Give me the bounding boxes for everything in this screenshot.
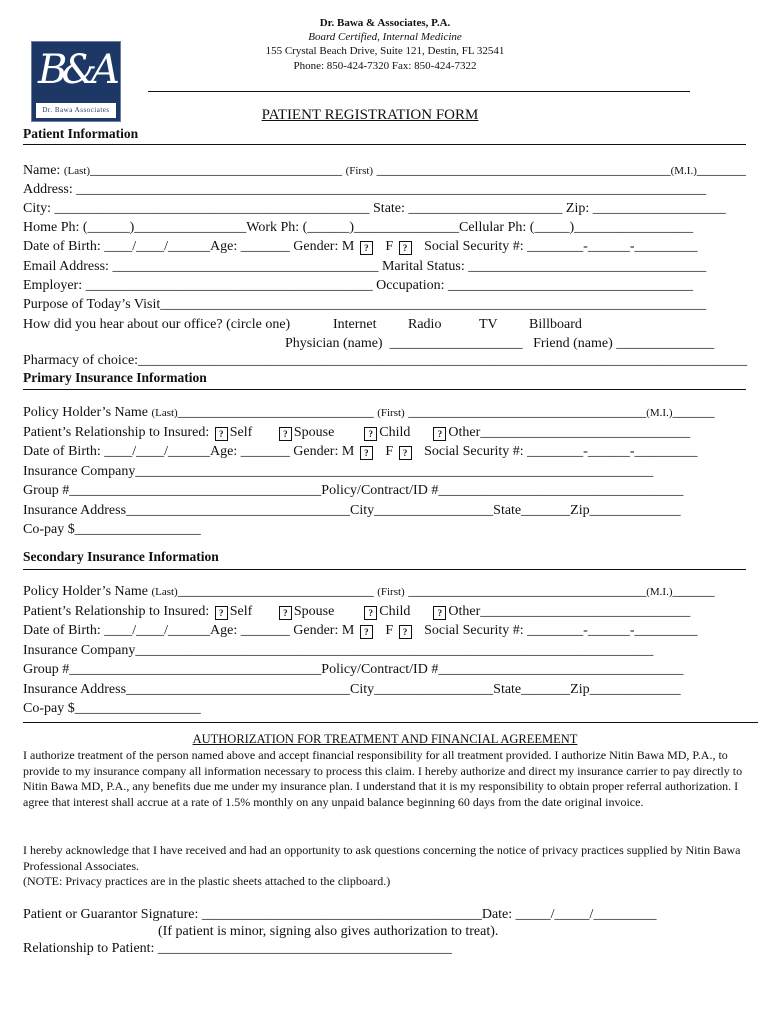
section-divider (23, 569, 746, 570)
primary-holder-row[interactable]: Policy Holder’s Name (Last)____________________________ (First) __________________________________(M.I.)______ (23, 405, 715, 420)
signature-row[interactable]: Patient or Guarantor Signature: ________________________________________Date: _____/_____/_________ (23, 907, 657, 922)
secondary-child-checkbox[interactable]: ? (364, 606, 377, 620)
referral-option-internet[interactable]: Internet (333, 317, 377, 332)
section-secondary-insurance: Secondary Insurance Information (23, 549, 219, 564)
header-divider (148, 91, 690, 92)
practice-phone-fax: Phone: 850-424-7320 Fax: 850-424-7322 (293, 60, 477, 72)
patient-employer-row[interactable]: Employer: _________________________________________ Occupation: ___________________________________ (23, 278, 694, 293)
patient-purpose-row[interactable]: Purpose of Today’s Visit______________________________________________________________________________ (23, 297, 707, 312)
referral-option-physician[interactable]: Physician (name) ___________________ Friend (name) ______________ (285, 336, 715, 351)
secondary-company-row[interactable]: Insurance Company__________________________________________________________________________ (23, 643, 654, 658)
secondary-other-checkbox[interactable]: ? (433, 606, 446, 620)
referral-option-radio[interactable]: Radio (408, 317, 442, 332)
secondary-gender-m-checkbox[interactable]: ? (360, 625, 373, 639)
patient-city-row[interactable]: City: _____________________________________________ State: ______________________ Zip: ___________________ (23, 201, 726, 216)
relationship-row[interactable]: Relationship to Patient: __________________________________________ (23, 941, 452, 956)
patient-pharmacy-row[interactable]: Pharmacy of choice:_______________________________________________________________________________________ (23, 353, 748, 368)
authorization-paragraph: I authorize treatment of the person named above and accept financial responsibility for all treatment provided. I authorize Nitin Bawa MD, P.A., to provide to my insurance company all information necessary to process this claim. I hereby authorize and direct my insurance carrier to pay directly to Nitin Bawa MD, P.A., any benefits due me under my insurance plan. I understand that it is my responsibility to obtain proper referral authorization. I agree that interest shall accrue at a rate of 1.5% monthly on any unpaid balance beginning 60 days from the date original invoice. (23, 748, 743, 809)
primary-dob-row[interactable]: Date of Birth: ____/____/______Age: _______ Gender: M ? F ? Social Security #: ________-______-_________ (23, 444, 698, 459)
primary-other-checkbox[interactable]: ? (433, 427, 446, 441)
patient-dob-row[interactable]: Date of Birth: ____/____/______Age: _______ Gender: M ? F ? Social Security #: ________-______-_________ (23, 239, 698, 254)
primary-spouse-checkbox[interactable]: ? (279, 427, 292, 441)
authorization-title: AUTHORIZATION FOR TREATMENT AND FINANCIAL AGREEMENT (192, 732, 578, 746)
privacy-note: (NOTE: Privacy practices are in the plastic sheets attached to the clipboard.) (23, 874, 391, 888)
referral-option-billboard[interactable]: Billboard (529, 317, 582, 332)
section-divider (23, 389, 746, 390)
section-divider (23, 144, 746, 145)
section-primary-insurance: Primary Insurance Information (23, 370, 207, 385)
primary-copay-row[interactable]: Co-pay $__________________ (23, 522, 201, 537)
secondary-copay-row[interactable]: Co-pay $__________________ (23, 701, 201, 716)
secondary-relationship-row[interactable]: Patient’s Relationship to Insured: ? Self ? Spouse ? Child ? Other______________________________ (23, 604, 691, 619)
patient-referral-label: How did you hear about our office? (circle one) (23, 317, 291, 332)
logo-caption: Dr. Bawa Associates (36, 103, 116, 118)
minor-note: (If patient is minor, signing also gives authorization to treat). (158, 924, 499, 939)
secondary-spouse-checkbox[interactable]: ? (279, 606, 292, 620)
secondary-holder-row[interactable]: Policy Holder’s Name (Last)____________________________ (First) __________________________________(M.I.)______ (23, 584, 715, 599)
patient-phone-row[interactable]: Home Ph: (______)________________Work Ph: (______)_______________Cellular Ph: (_____)_________________ (23, 220, 694, 235)
primary-group-row[interactable]: Group #____________________________________Policy/Contract/ID #___________________________________ (23, 483, 684, 498)
practice-name: Dr. Bawa & Associates, P.A. (319, 17, 451, 29)
primary-gender-m-checkbox[interactable]: ? (360, 446, 373, 460)
patient-address-row[interactable]: Address: __________________________________________________________________________________________ (23, 182, 707, 197)
form-title: PATIENT REGISTRATION FORM (261, 107, 479, 123)
privacy-acknowledgment: I hereby acknowledge that I have received and had an opportunity to ask questions concerning the notice of privacy practices supplied by Nitin Bawa Professional Associates. (23, 843, 741, 873)
section-divider (23, 722, 758, 723)
practice-certification: Board Certified, Internal Medicine (308, 31, 462, 43)
gender-m-checkbox[interactable]: ? (360, 241, 373, 255)
primary-relationship-row[interactable]: Patient’s Relationship to Insured: ? Self ? Spouse ? Child ? Other______________________________ (23, 425, 691, 440)
primary-self-checkbox[interactable]: ? (215, 427, 228, 441)
primary-company-row[interactable]: Insurance Company__________________________________________________________________________ (23, 464, 654, 479)
practice-address: 155 Crystal Beach Drive, Suite 121, Destin, FL 32541 (265, 45, 505, 57)
secondary-dob-row[interactable]: Date of Birth: ____/____/______Age: _______ Gender: M ? F ? Social Security #: ________-______-_________ (23, 623, 698, 638)
primary-gender-f-checkbox[interactable]: ? (399, 446, 412, 460)
referral-option-tv[interactable]: TV (479, 317, 498, 332)
primary-address-row[interactable]: Insurance Address________________________________City_________________State_______Zip_____________ (23, 503, 681, 518)
secondary-group-row[interactable]: Group #____________________________________Policy/Contract/ID #___________________________________ (23, 662, 684, 677)
secondary-gender-f-checkbox[interactable]: ? (399, 625, 412, 639)
secondary-self-checkbox[interactable]: ? (215, 606, 228, 620)
logo-monogram: B&A (38, 47, 114, 93)
secondary-address-row[interactable]: Insurance Address________________________________City_________________State_______Zip_____________ (23, 682, 681, 697)
patient-name-row[interactable]: Name: (Last)____________________________________ (First) __________________________________________(M.I.)_______ (23, 163, 746, 178)
section-patient-information: Patient Information (23, 126, 139, 141)
patient-email-row[interactable]: Email Address: ______________________________________ Marital Status: __________________________________ (23, 259, 707, 274)
primary-child-checkbox[interactable]: ? (364, 427, 377, 441)
gender-f-checkbox[interactable]: ? (399, 241, 412, 255)
